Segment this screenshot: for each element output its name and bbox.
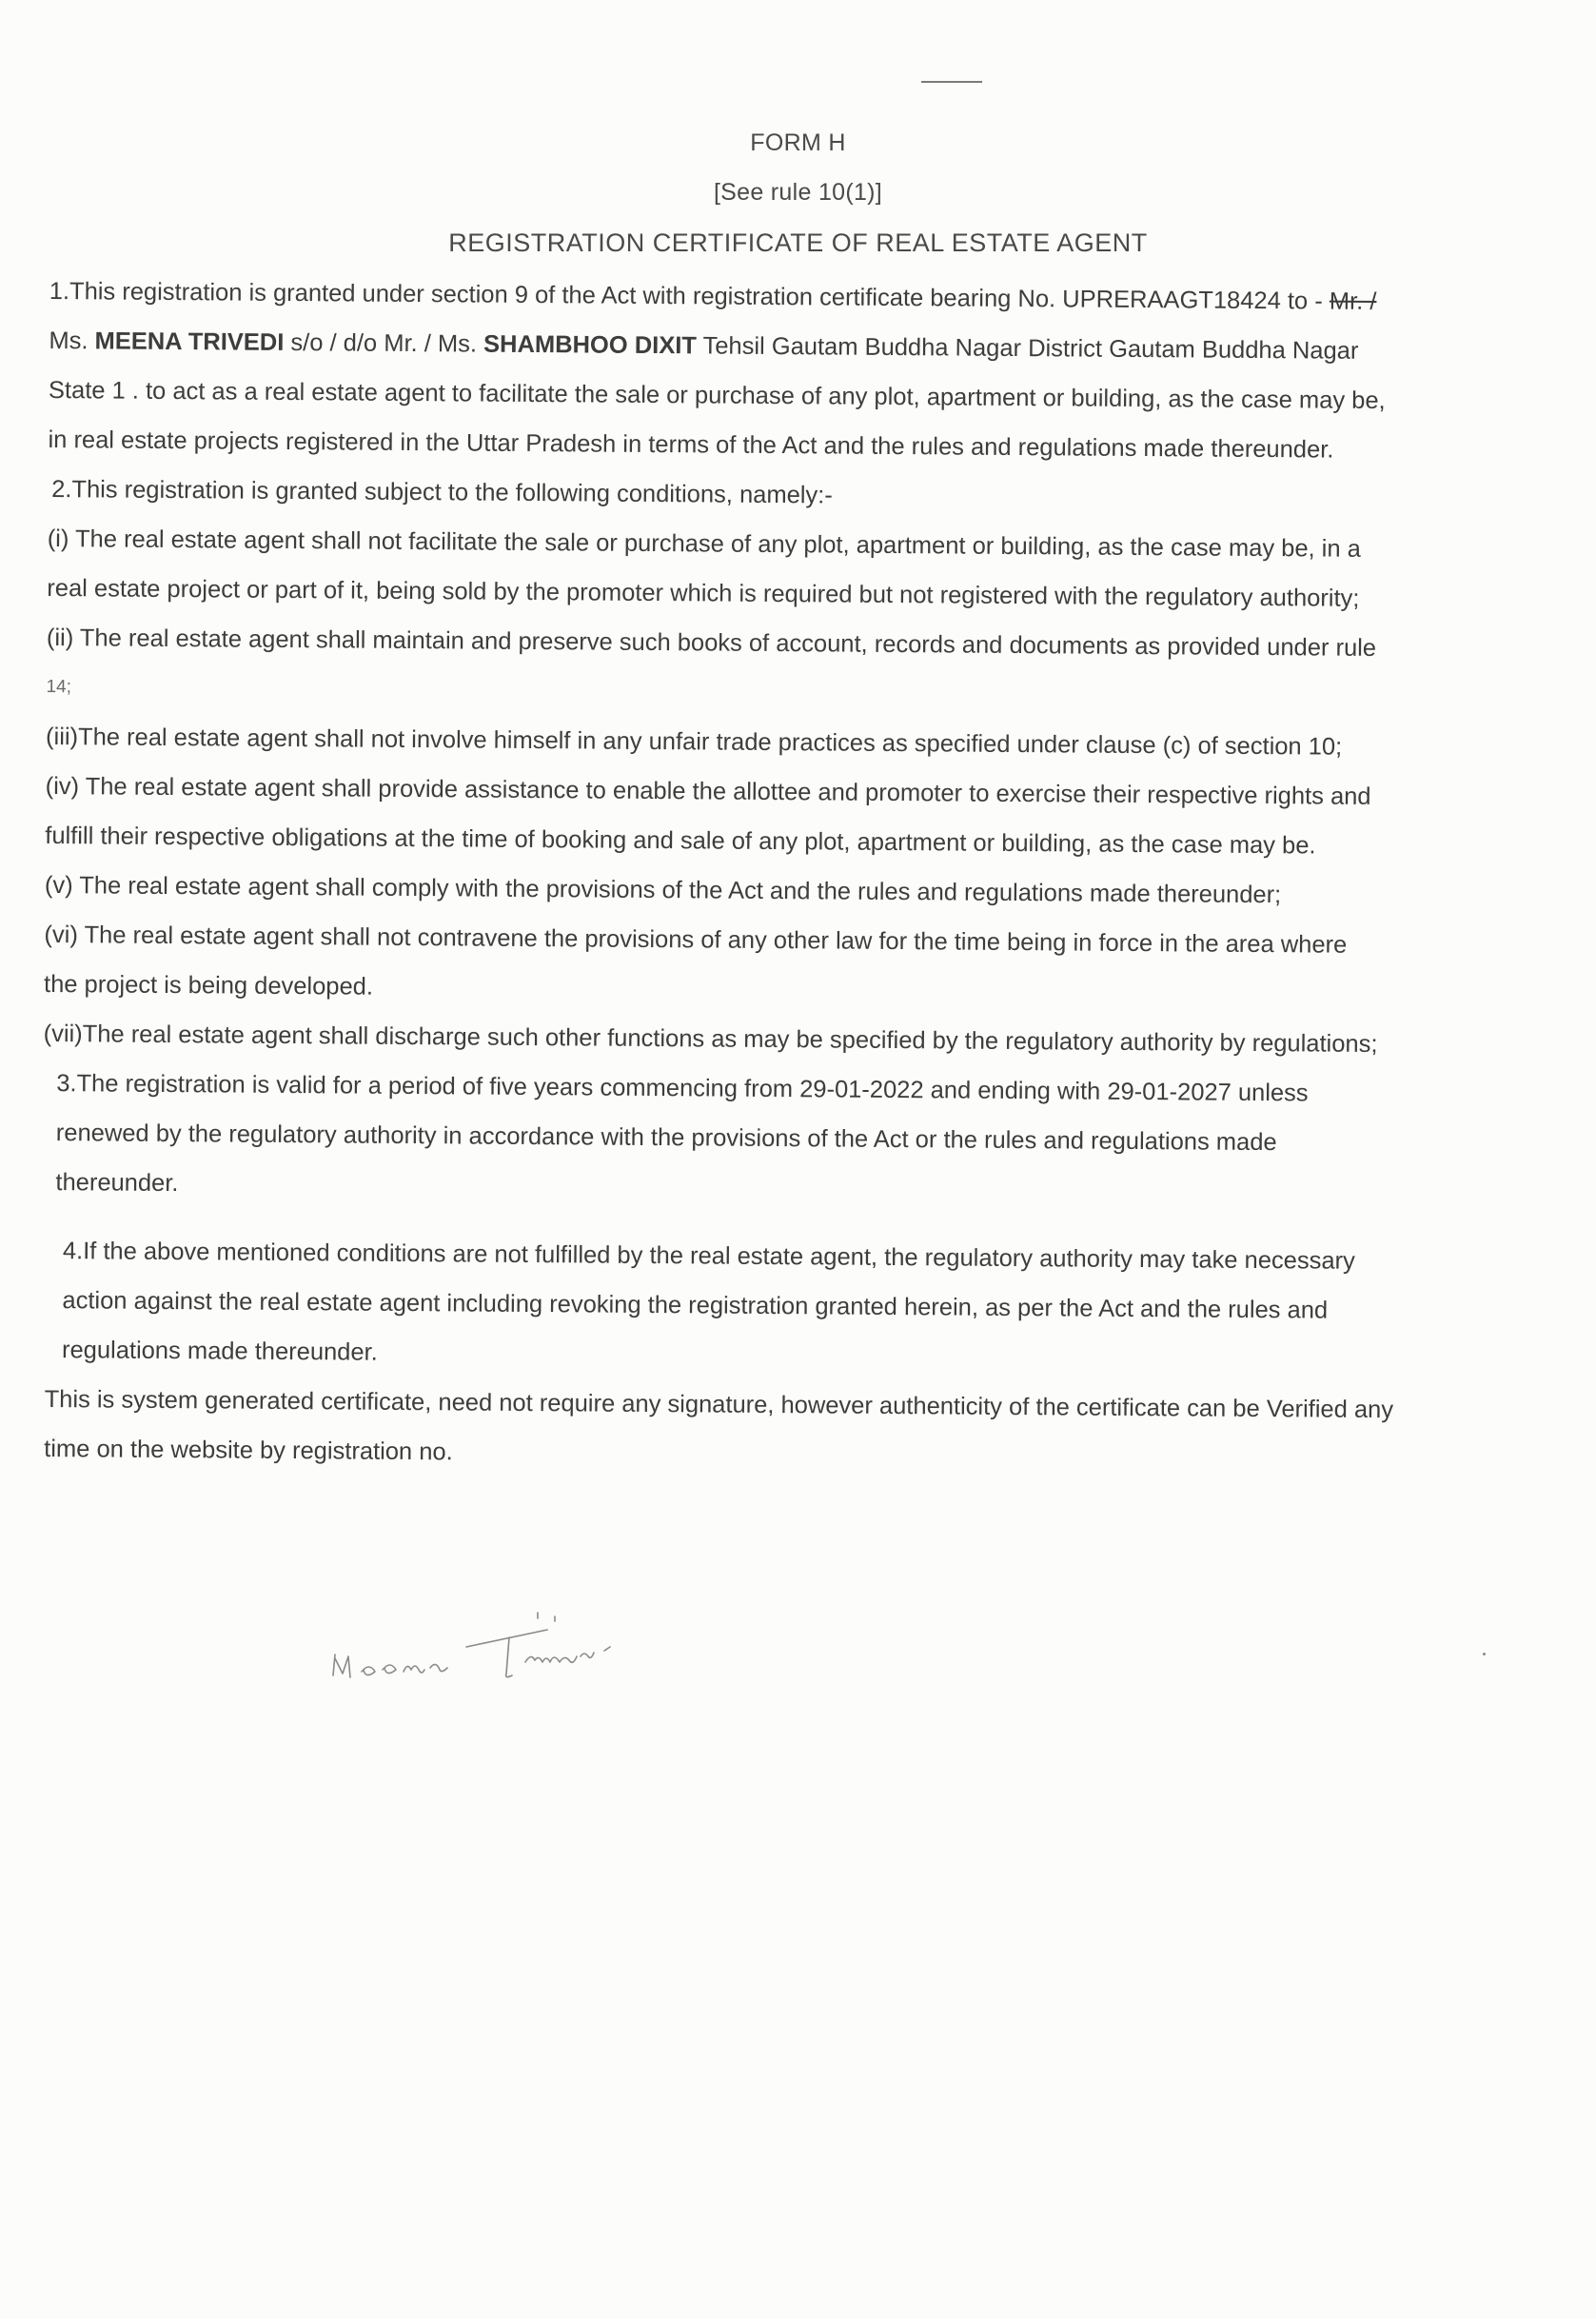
clause-3-line-2: renewed by the regulatory authority in accordance with the provisions of the Act or the rules and regulations made xyxy=(55,1120,1277,1157)
clause-3-line-1: 3.The registration is valid for a period of five years commencing from 29-01-2022 and ending with 29-01-2027 unless xyxy=(56,1070,1309,1107)
condition-iv-line-1: (iv) The real estate agent shall provide assistance to enable the allottee and promoter to exercise their respective rights and xyxy=(45,772,1371,810)
struck-title: Mr. / xyxy=(1329,287,1377,315)
clause-1-line-4: in real estate projects registered in the Uttar Pradesh in terms of the Act and the rules and regulations made thereunder. xyxy=(48,426,1334,464)
top-rule-mark xyxy=(921,81,982,83)
condition-i-line-1: (i) The real estate agent shall not facilitate the sale or purchase of any plot, apartment or building, as the case may be, in a xyxy=(47,525,1361,563)
condition-vi-line-1: (vi) The real estate agent shall not contravene the provisions of any other law for the time being in force in the area where xyxy=(44,921,1348,959)
condition-iv-line-2: fulfill their respective obligations at the time of booking and sale of any plot, apartment or building, as the case may be. xyxy=(45,822,1316,860)
clause-3-line-3: thereunder. xyxy=(55,1169,179,1198)
clause-4-line-2: action against the real estate agent including revoking the registration granted herein, as per the Act and the rules and xyxy=(62,1287,1329,1324)
signature-drawing xyxy=(324,1571,723,1714)
condition-vi-line-2: the project is being developed. xyxy=(43,970,374,1001)
condition-ii-line-2: 14; xyxy=(46,676,72,698)
clause-4-line-3: regulations made thereunder. xyxy=(61,1337,378,1366)
condition-ii-line-1: (ii) The real estate agent shall maintain and preserve such books of account, records and documents as provided under rule xyxy=(46,624,1377,662)
clause-1-line-1: 1.This registration is granted under section 9 of the Act with registration certificate bearing No. UPRERAAGT18424 to - Mr. / xyxy=(49,277,1377,315)
certificate-body xyxy=(40,267,1515,1485)
condition-v: (v) The real estate agent shall comply with the provisions of the Act and the rules and regulations made thereunder; xyxy=(44,871,1282,909)
condition-vii: (vii)The real estate agent shall discharge such other functions as may be specified by the regulatory authority by regulations; xyxy=(43,1020,1378,1058)
clause-2-intro: 2.This registration is granted subject to the following conditions, namely:- xyxy=(51,476,833,509)
scan-speck xyxy=(1483,1653,1486,1655)
agent-name: MEENA TRIVEDI xyxy=(94,327,285,356)
parent-name: SHAMBHOO DIXIT xyxy=(483,330,698,360)
clause-1-line-2: Ms. MEENA TRIVEDI s/o / d/o Mr. / Ms. SHAMBHOO DIXIT Tehsil Gautam Buddha Nagar District Gautam Buddha Nagar xyxy=(49,327,1359,365)
condition-i-line-2: real estate project or part of it, being sold by the promoter which is required but not registered with the regulatory authority; xyxy=(47,574,1360,612)
handwritten-signature xyxy=(324,1571,723,1714)
certificate-heading: REGISTRATION CERTIFICATE OF REAL ESTATE AGENT xyxy=(448,228,1148,257)
clause-1-line-3: State 1 . to act as a real estate agent to facilitate the sale or purchase of any plot, apartment or building, as the case may be, xyxy=(48,376,1386,415)
rule-reference: [See rule 10(1)] xyxy=(713,179,883,206)
footer-note-line-2: time on the website by registration no. xyxy=(44,1435,453,1466)
clause-4-line-1: 4.If the above mentioned conditions are not fulfilled by the real estate agent, the regulatory authority may take necessary xyxy=(62,1238,1355,1275)
form-title: FORM H xyxy=(750,129,846,156)
footer-note-line-1: This is system generated certificate, need not require any signature, however authenticity of the certificate can be Verified any xyxy=(44,1385,1394,1424)
condition-iii: (iii)The real estate agent shall not involve himself in any unfair trade practices as specified under clause (c) of section 10; xyxy=(46,723,1343,761)
